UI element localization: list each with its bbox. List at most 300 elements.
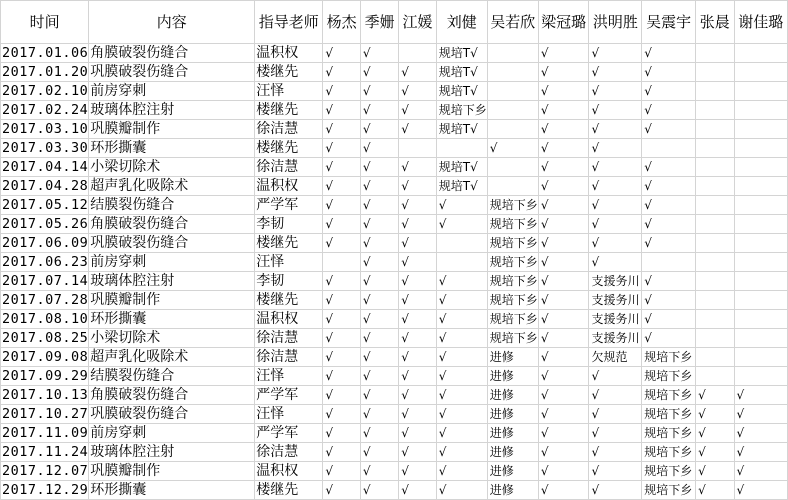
status-cell-text: √	[698, 407, 706, 421]
status-cell	[487, 63, 538, 82]
status-cell	[642, 462, 696, 481]
status-cell	[696, 253, 734, 272]
status-cell-text: √	[325, 217, 334, 231]
status-cell-text: √	[540, 84, 549, 98]
status-cell	[487, 44, 538, 63]
status-cell	[360, 481, 398, 500]
content-cell-text: 角膜破裂伤缝合	[90, 45, 189, 61]
status-cell-text: √	[591, 84, 600, 98]
teacher-cell-text: 楼继先	[256, 292, 299, 308]
status-cell	[538, 158, 589, 177]
status-cell	[399, 177, 437, 196]
status-cell	[589, 177, 642, 196]
status-cell	[360, 462, 398, 481]
status-cell	[589, 44, 642, 63]
content-cell-text: 环形撕囊	[90, 482, 147, 498]
status-cell-text: √	[325, 426, 334, 440]
date-cell	[1, 462, 89, 481]
status-cell-text: √	[644, 46, 652, 60]
status-cell	[538, 196, 589, 215]
status-cell	[642, 196, 696, 215]
status-cell-text: √	[540, 388, 549, 402]
status-cell	[734, 329, 788, 348]
status-cell-text: √	[591, 483, 600, 497]
status-cell-text: √	[591, 122, 600, 136]
status-cell-text: √	[698, 483, 706, 497]
date-cell	[1, 329, 89, 348]
status-cell-text: √	[540, 122, 549, 136]
date-cell	[1, 82, 89, 101]
teacher-cell	[255, 291, 323, 310]
status-cell	[642, 158, 696, 177]
status-cell	[538, 329, 589, 348]
teacher-cell	[255, 424, 323, 443]
status-cell	[323, 177, 361, 196]
status-cell-text: √	[540, 179, 549, 193]
content-cell	[89, 329, 255, 348]
status-cell	[487, 196, 538, 215]
status-cell-text: √	[362, 236, 371, 250]
header-cell: 吴震宇	[642, 1, 696, 44]
table-row	[1, 367, 788, 386]
status-cell	[734, 424, 788, 443]
status-cell-text: √	[736, 445, 745, 459]
status-cell	[538, 367, 589, 386]
status-cell	[487, 386, 538, 405]
date-cell	[1, 310, 89, 329]
status-cell	[436, 310, 487, 329]
status-cell	[399, 139, 437, 158]
status-cell	[360, 405, 398, 424]
status-cell-text: √	[540, 236, 549, 250]
status-cell-text: √	[736, 464, 745, 478]
status-cell	[487, 120, 538, 139]
status-cell-text: √	[362, 46, 371, 60]
teacher-cell-text: 楼继先	[256, 235, 299, 251]
status-cell-text: √	[401, 388, 409, 402]
status-cell	[360, 158, 398, 177]
content-cell	[89, 139, 255, 158]
status-cell	[360, 272, 398, 291]
table-row	[1, 386, 788, 405]
content-cell-text: 巩膜破裂伤缝合	[90, 235, 189, 251]
status-cell	[642, 63, 696, 82]
status-cell-text: √	[591, 198, 600, 212]
status-cell	[487, 234, 538, 253]
status-cell	[734, 386, 788, 405]
status-cell	[734, 63, 788, 82]
status-cell	[696, 367, 734, 386]
table-row	[1, 424, 788, 443]
status-cell-text: √	[591, 46, 600, 60]
status-cell-text: 规培下乡	[644, 464, 693, 478]
status-cell-text: √	[325, 198, 334, 212]
status-cell	[696, 158, 734, 177]
status-cell	[436, 234, 487, 253]
content-cell	[89, 158, 255, 177]
content-cell	[89, 291, 255, 310]
teacher-cell	[255, 101, 323, 120]
status-cell	[538, 386, 589, 405]
status-cell-text: √	[644, 122, 652, 136]
status-cell	[323, 215, 361, 234]
table-row	[1, 177, 788, 196]
status-cell-text: 规培T√	[438, 84, 478, 98]
status-cell-text: √	[644, 65, 652, 79]
content-cell	[89, 177, 255, 196]
header-row	[1, 1, 788, 44]
status-cell-text: √	[591, 388, 600, 402]
status-cell-text: 规培下乡	[644, 426, 693, 440]
status-cell	[538, 101, 589, 120]
header-cell: 洪明胜	[589, 1, 642, 44]
status-cell-text: √	[362, 388, 371, 402]
status-cell	[589, 481, 642, 500]
status-cell-text: 规培下乡	[644, 388, 693, 402]
status-cell	[642, 291, 696, 310]
status-cell	[538, 215, 589, 234]
status-cell-text: 进修	[489, 483, 514, 497]
table-row	[1, 348, 788, 367]
status-cell-text: 规培下乡	[438, 103, 487, 117]
status-cell-text: 规培下乡	[489, 255, 538, 269]
status-cell	[360, 63, 398, 82]
status-cell-text: √	[438, 464, 447, 478]
status-cell	[323, 291, 361, 310]
table-row	[1, 63, 788, 82]
status-cell	[323, 158, 361, 177]
status-cell-text: √	[540, 274, 549, 288]
status-cell-text: √	[438, 407, 447, 421]
status-cell	[399, 44, 437, 63]
teacher-cell-text: 严学军	[256, 197, 299, 213]
teacher-cell	[255, 177, 323, 196]
teacher-cell-text: 温积权	[256, 178, 299, 194]
table-row	[1, 82, 788, 101]
status-cell	[642, 120, 696, 139]
content-cell-text: 角膜破裂伤缝合	[90, 387, 189, 403]
status-cell	[487, 291, 538, 310]
status-cell	[734, 215, 788, 234]
status-cell-text: 规培T√	[438, 160, 478, 174]
status-cell-text: √	[591, 103, 600, 117]
status-cell-text: √	[438, 274, 447, 288]
status-cell	[642, 101, 696, 120]
table-row	[1, 196, 788, 215]
date-cell	[1, 177, 89, 196]
status-cell	[360, 82, 398, 101]
status-cell	[436, 348, 487, 367]
status-cell-text: √	[325, 141, 334, 155]
status-cell	[323, 120, 361, 139]
status-cell	[399, 120, 437, 139]
status-cell-text: √	[438, 445, 447, 459]
status-cell	[399, 424, 437, 443]
teacher-cell	[255, 348, 323, 367]
status-cell	[436, 386, 487, 405]
content-cell	[89, 310, 255, 329]
status-cell	[487, 158, 538, 177]
table-row	[1, 310, 788, 329]
content-cell-text: 超声乳化吸除术	[90, 178, 189, 194]
status-cell-text: √	[401, 312, 409, 326]
status-cell	[436, 101, 487, 120]
content-cell-text: 巩膜瓣制作	[90, 463, 161, 479]
status-cell-text: √	[401, 198, 409, 212]
content-cell	[89, 215, 255, 234]
status-cell-text: √	[401, 293, 409, 307]
status-cell-text: √	[644, 217, 652, 231]
status-cell-text: √	[401, 65, 409, 79]
status-cell	[589, 348, 642, 367]
status-cell-text: √	[325, 274, 334, 288]
status-cell-text: √	[736, 483, 745, 497]
date-cell-text: 2017.04.28	[2, 178, 89, 194]
content-cell-text: 巩膜破裂伤缝合	[90, 406, 189, 422]
status-cell	[487, 329, 538, 348]
date-cell-text: 2017.07.14	[2, 273, 89, 289]
date-cell-text: 2017.06.23	[2, 254, 89, 270]
status-cell	[538, 253, 589, 272]
status-cell	[642, 139, 696, 158]
date-cell-text: 2017.02.24	[2, 102, 89, 118]
status-cell-text: 欠规范	[591, 350, 628, 364]
status-cell	[696, 348, 734, 367]
status-cell	[589, 63, 642, 82]
status-cell	[734, 253, 788, 272]
status-cell	[696, 44, 734, 63]
date-cell	[1, 196, 89, 215]
status-cell	[642, 443, 696, 462]
status-cell-text: √	[401, 274, 409, 288]
status-cell	[436, 177, 487, 196]
teacher-cell-text: 徐洁慧	[256, 444, 299, 460]
teacher-cell	[255, 158, 323, 177]
status-cell	[399, 310, 437, 329]
status-cell	[323, 386, 361, 405]
status-cell	[734, 177, 788, 196]
status-cell	[589, 234, 642, 253]
status-cell-text: √	[591, 217, 600, 231]
status-cell	[734, 310, 788, 329]
status-cell	[360, 101, 398, 120]
status-cell	[642, 424, 696, 443]
status-cell	[642, 215, 696, 234]
status-cell	[487, 215, 538, 234]
status-cell-text: √	[362, 483, 371, 497]
date-cell-text: 2017.07.28	[2, 292, 89, 308]
teacher-cell-text: 严学军	[256, 387, 299, 403]
status-cell-text: √	[438, 350, 447, 364]
status-cell-text: √	[362, 141, 371, 155]
status-cell	[642, 310, 696, 329]
date-cell	[1, 215, 89, 234]
content-cell	[89, 386, 255, 405]
status-cell	[538, 405, 589, 424]
date-cell-text: 2017.05.12	[2, 197, 89, 213]
status-cell-text: 规培下乡	[489, 198, 538, 212]
status-cell-text: 规培下乡	[489, 236, 538, 250]
status-cell	[436, 158, 487, 177]
status-cell-text: √	[591, 369, 600, 383]
status-cell	[323, 139, 361, 158]
status-cell-text: 规培T√	[438, 65, 478, 79]
status-cell-text: √	[362, 198, 371, 212]
status-cell-text: √	[591, 255, 600, 269]
status-cell	[323, 101, 361, 120]
status-cell-text: √	[644, 103, 652, 117]
header-cell: 江媛	[399, 1, 437, 44]
header-cell: 刘健	[436, 1, 487, 44]
status-cell	[642, 177, 696, 196]
status-cell-text: √	[362, 217, 371, 231]
teacher-cell	[255, 253, 323, 272]
status-cell	[360, 291, 398, 310]
content-cell-text: 结膜裂伤缝合	[90, 197, 175, 213]
status-cell	[589, 424, 642, 443]
status-cell	[538, 272, 589, 291]
status-cell-text: √	[362, 464, 371, 478]
status-cell	[538, 443, 589, 462]
status-cell-text: √	[540, 255, 549, 269]
status-cell	[589, 367, 642, 386]
date-cell-text: 2017.03.10	[2, 121, 89, 137]
status-cell	[487, 139, 538, 158]
status-cell-text: √	[401, 255, 409, 269]
table-row	[1, 405, 788, 424]
status-cell	[436, 139, 487, 158]
status-cell-text: √	[325, 84, 334, 98]
status-cell	[589, 462, 642, 481]
status-cell-text: √	[325, 407, 334, 421]
status-cell	[589, 101, 642, 120]
status-cell-text: √	[362, 350, 371, 364]
content-cell-text: 巩膜瓣制作	[90, 121, 161, 137]
status-cell	[538, 462, 589, 481]
content-cell	[89, 101, 255, 120]
table-row	[1, 462, 788, 481]
date-cell	[1, 101, 89, 120]
status-cell	[487, 462, 538, 481]
status-cell-text: 进修	[489, 445, 514, 459]
table-row	[1, 481, 788, 500]
content-cell-text: 结膜裂伤缝合	[90, 368, 175, 384]
status-cell-text: √	[362, 84, 371, 98]
status-cell	[487, 82, 538, 101]
status-cell	[642, 44, 696, 63]
status-cell	[399, 443, 437, 462]
teacher-cell	[255, 215, 323, 234]
status-cell-text: 规培下乡	[489, 274, 538, 288]
status-cell	[487, 272, 538, 291]
status-cell-text: 支援务川	[591, 312, 640, 326]
status-cell-text: 进修	[489, 369, 514, 383]
status-cell-text: √	[325, 236, 334, 250]
status-cell-text: √	[362, 122, 371, 136]
status-cell-text: 进修	[489, 426, 514, 440]
teacher-cell-text: 温积权	[256, 45, 299, 61]
status-cell-text: 规培下乡	[644, 369, 693, 383]
content-cell	[89, 63, 255, 82]
status-cell	[399, 329, 437, 348]
date-cell-text: 2017.01.20	[2, 64, 89, 80]
status-cell-text: √	[644, 236, 652, 250]
status-cell-text: √	[540, 198, 549, 212]
teacher-cell	[255, 405, 323, 424]
status-cell	[436, 462, 487, 481]
content-cell-text: 前房穿刺	[90, 83, 147, 99]
status-cell-text: √	[591, 464, 600, 478]
content-cell	[89, 120, 255, 139]
teacher-cell-text: 温积权	[256, 463, 299, 479]
date-cell-text: 2017.05.26	[2, 216, 89, 232]
status-cell-text: √	[644, 331, 652, 345]
status-cell	[696, 177, 734, 196]
status-cell-text: √	[644, 198, 652, 212]
header-cell: 梁冠璐	[538, 1, 589, 44]
status-cell	[538, 63, 589, 82]
status-cell-text: √	[325, 46, 334, 60]
status-cell-text: √	[325, 65, 334, 79]
date-cell-text: 2017.12.07	[2, 463, 89, 479]
content-cell-text: 玻璃体腔注射	[90, 102, 175, 118]
status-cell-text: √	[438, 388, 447, 402]
teacher-cell	[255, 272, 323, 291]
status-cell	[360, 44, 398, 63]
date-cell-text: 2017.10.27	[2, 406, 89, 422]
status-cell	[399, 253, 437, 272]
status-cell	[360, 139, 398, 158]
status-cell	[360, 348, 398, 367]
status-cell	[399, 386, 437, 405]
status-cell-text: √	[591, 426, 600, 440]
status-cell	[399, 158, 437, 177]
content-cell	[89, 234, 255, 253]
status-cell	[436, 215, 487, 234]
status-cell-text: 支援务川	[591, 274, 640, 288]
status-cell	[436, 329, 487, 348]
status-cell-text: √	[438, 483, 447, 497]
status-cell-text: √	[401, 407, 409, 421]
status-cell-text: 支援务川	[591, 293, 640, 307]
status-cell-text: √	[540, 103, 549, 117]
status-cell	[538, 310, 589, 329]
status-cell	[642, 481, 696, 500]
teacher-cell-text: 汪怿	[256, 368, 285, 384]
status-cell-text: √	[438, 331, 447, 345]
status-cell-text: √	[644, 179, 652, 193]
table-row	[1, 329, 788, 348]
status-cell	[487, 443, 538, 462]
status-cell-text: √	[698, 388, 706, 402]
status-cell	[399, 234, 437, 253]
status-cell	[360, 386, 398, 405]
status-cell-text: 规培下乡	[489, 217, 538, 231]
content-cell-text: 巩膜破裂伤缝合	[90, 64, 189, 80]
content-cell	[89, 253, 255, 272]
status-cell-text: √	[736, 426, 745, 440]
date-cell-text: 2017.11.24	[2, 444, 89, 460]
status-cell	[323, 405, 361, 424]
status-cell	[734, 272, 788, 291]
status-cell-text: √	[325, 464, 334, 478]
content-cell	[89, 424, 255, 443]
status-cell-text: √	[325, 445, 334, 459]
status-cell	[323, 462, 361, 481]
status-cell	[734, 120, 788, 139]
status-cell	[538, 82, 589, 101]
status-cell	[436, 291, 487, 310]
